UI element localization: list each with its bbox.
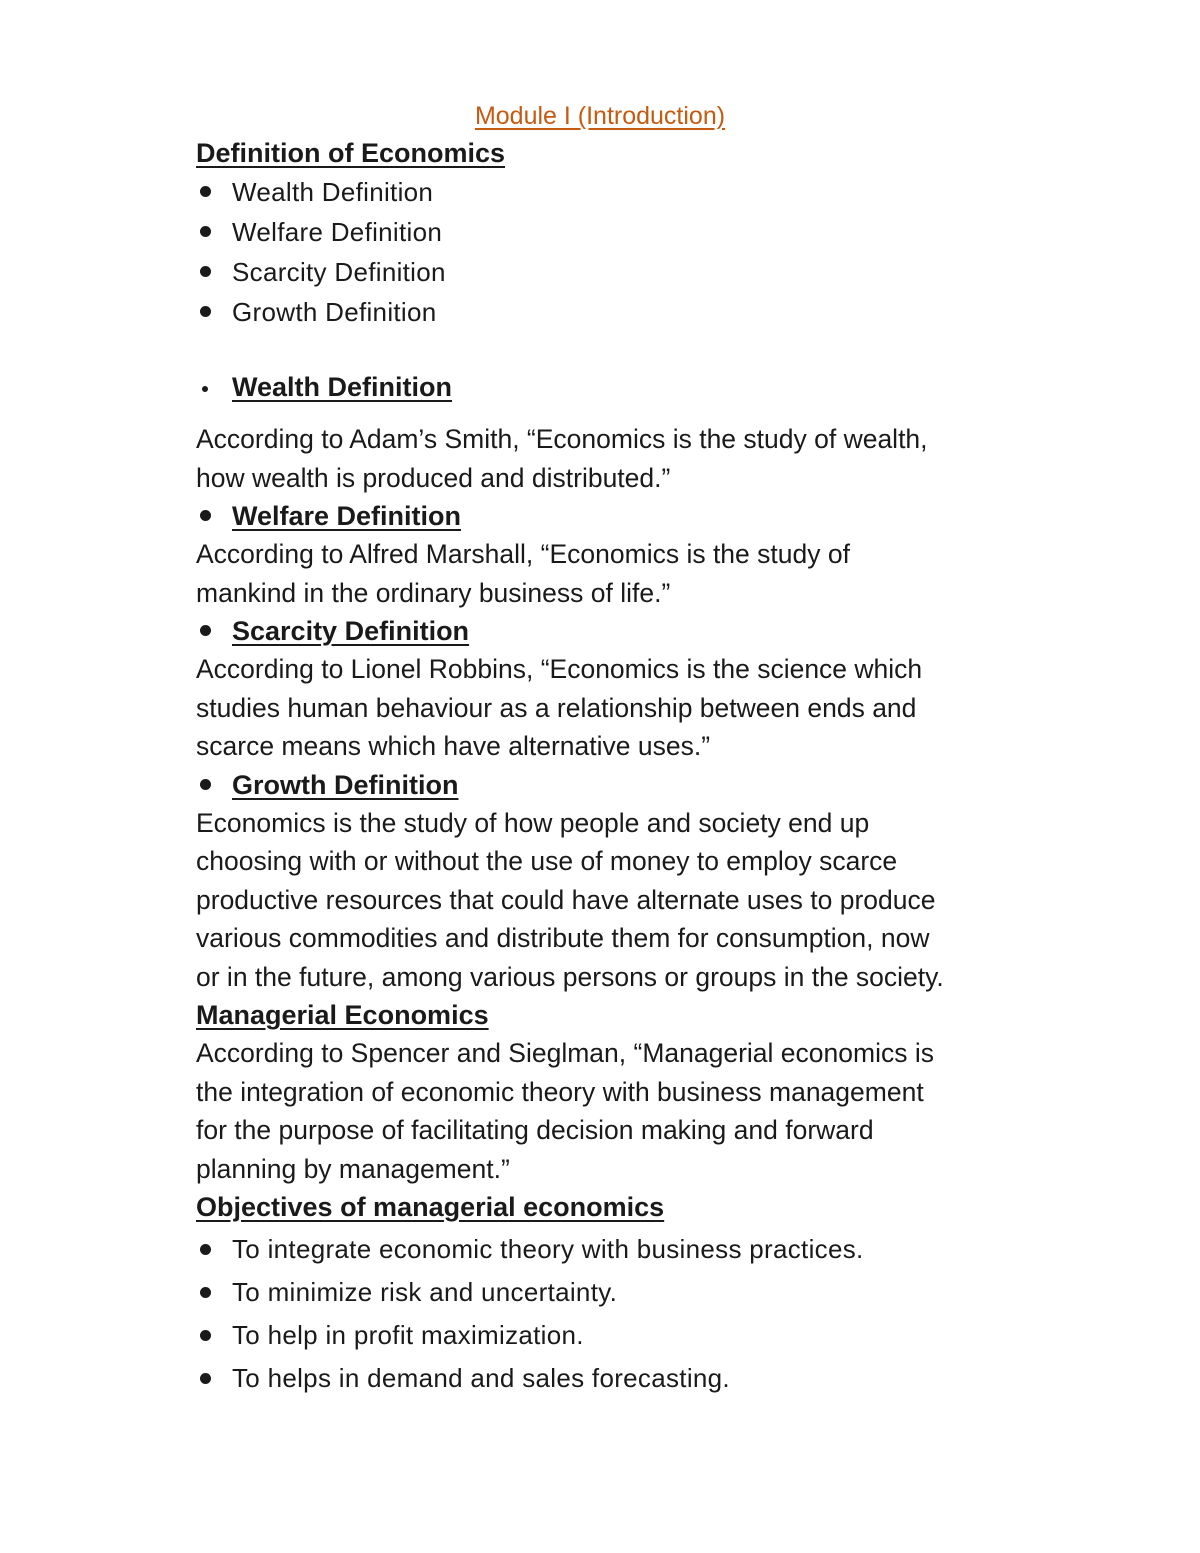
list-item: To integrate economic theory with business practices. xyxy=(196,1228,956,1271)
objectives-heading: Objectives of managerial economics xyxy=(196,1192,665,1222)
document-body xyxy=(196,134,956,1400)
definition-list xyxy=(196,172,956,332)
growth-heading: Growth Definition xyxy=(196,766,956,804)
list-item: To minimize risk and uncertainty. xyxy=(196,1271,956,1314)
scarcity-paragraph: According to Lionel Robbins, “Economics is the science which studies human behaviour as a relationship between ends and scarce means which have alternative uses.” xyxy=(196,654,923,761)
scarcity-heading: Scarcity Definition xyxy=(196,612,956,650)
objectives-list xyxy=(196,1228,956,1400)
managerial-heading: Managerial Economics xyxy=(196,1000,489,1030)
list-item: To helps in demand and sales forecasting. xyxy=(196,1357,956,1400)
bullet-icon xyxy=(200,1373,211,1384)
bullet-icon xyxy=(200,266,211,277)
bullet-icon xyxy=(200,1244,211,1255)
wealth-heading: Wealth Definition xyxy=(196,368,956,406)
bullet-icon xyxy=(200,779,211,790)
list-item: To help in profit maximization. xyxy=(196,1314,956,1357)
list-item: Growth Definition xyxy=(196,292,956,332)
bullet-icon xyxy=(200,1330,211,1341)
bullet-icon xyxy=(200,186,211,197)
welfare-paragraph: According to Alfred Marshall, “Economics is the study of mankind in the ordinary business of life.” xyxy=(196,539,850,608)
bullet-icon xyxy=(200,510,211,521)
bullet-icon xyxy=(200,1287,211,1298)
list-item: Wealth Definition xyxy=(196,172,956,212)
bullet-icon xyxy=(200,306,211,317)
bullet-icon xyxy=(200,625,211,636)
growth-paragraph: Economics is the study of how people and society end up choosing with or without the use of money to employ scarce productive resources that could have alternate uses to produce various commodities and distribute them for consumption, now or in the future, among various persons or groups in the society. xyxy=(196,807,944,992)
bullet-icon xyxy=(200,226,211,237)
wealth-paragraph: According to Adam’s Smith, “Economics is the study of wealth, how wealth is produced and distributed.” xyxy=(196,424,928,493)
list-item: Scarcity Definition xyxy=(196,252,956,292)
definition-heading: Definition of Economics xyxy=(196,138,506,168)
list-item: Welfare Definition xyxy=(196,212,956,252)
module-title: Module I (Introduction) xyxy=(474,102,726,130)
bullet-icon xyxy=(202,386,208,392)
managerial-paragraph: According to Spencer and Sieglman, “Managerial economics is the integration of economic theory with business management for the purpose of facilitating decision making and forward planning by management.” xyxy=(196,1038,934,1184)
welfare-heading: Welfare Definition xyxy=(196,497,956,535)
